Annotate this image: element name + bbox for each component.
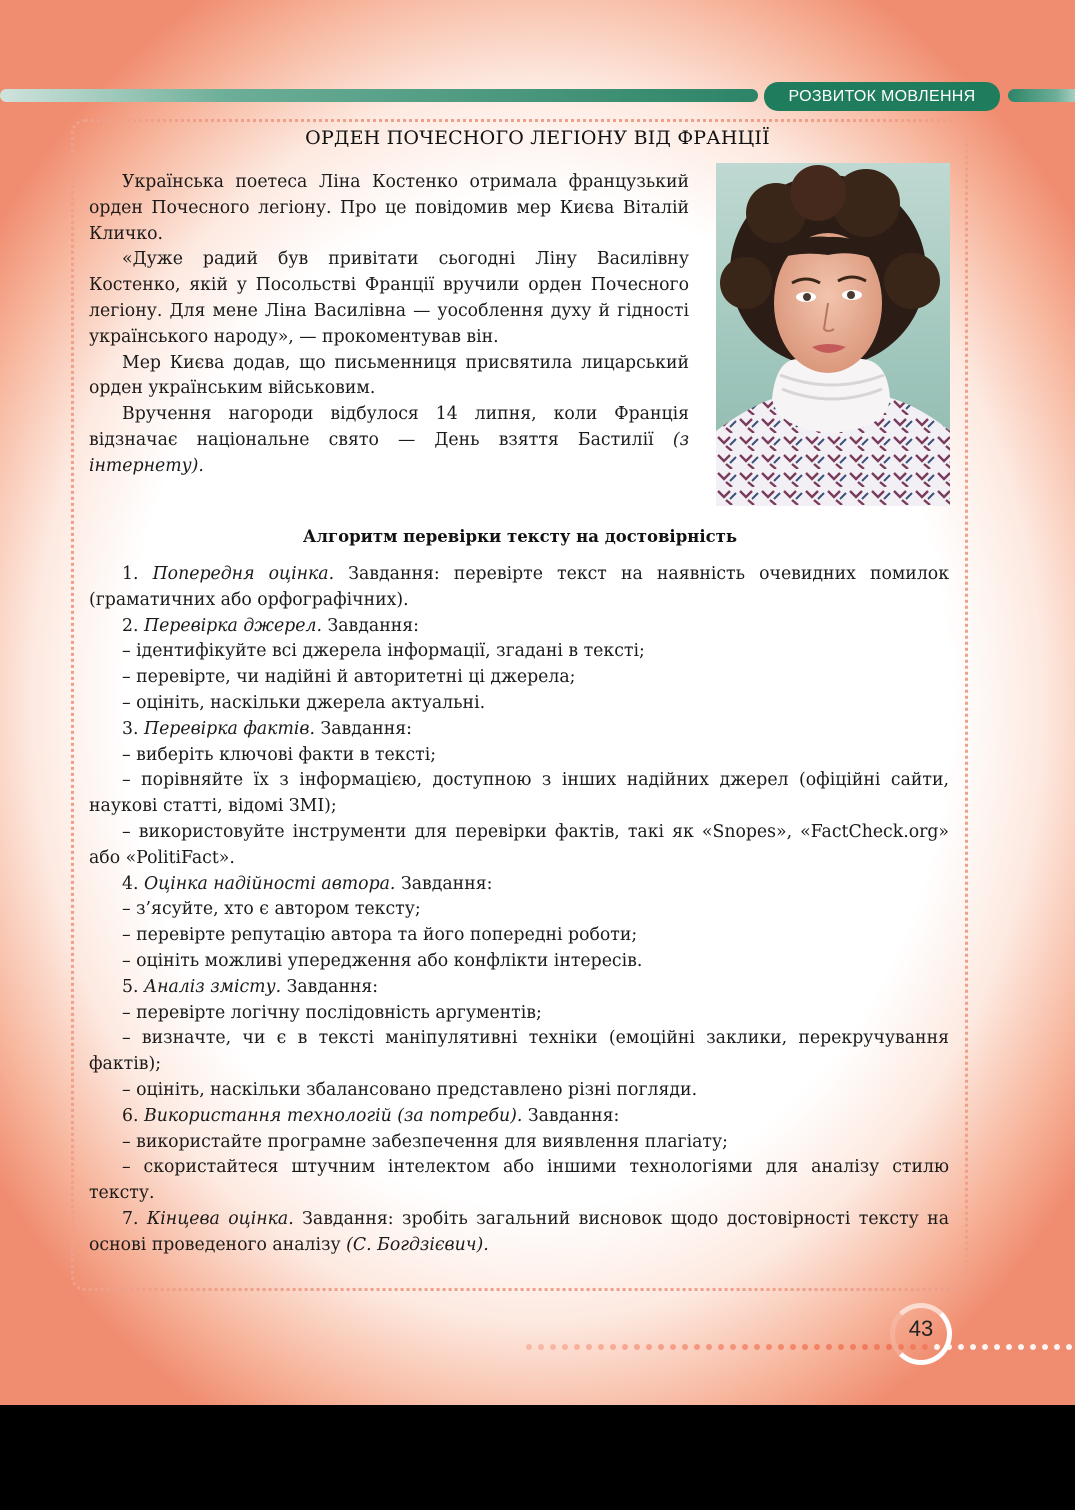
step-name: Аналіз змісту. [144,976,282,997]
footer-dot [526,1344,532,1350]
footer-dot [598,1344,604,1350]
footer-dot [694,1344,700,1350]
step-number: 4. [122,873,139,894]
article-paragraph: «Дуже радий був привітати сьогодні Ліну Василівну Костенко, якій у Посольстві Франції вручили орден Почесного легіону. Для мене Ліна Василівна — уособлення духу й гідності українського народу», — прокоментував він. [89,249,689,347]
step-bullet: – оцініть можливі упередження або конфлікти інтересів. [122,950,643,971]
footer-dot [622,1344,628,1350]
footer-dot [550,1344,556,1350]
footer-dot [850,1344,856,1350]
step-name: Оцінка надійності автора. [144,873,396,894]
footer-dot [982,1344,988,1350]
header-decor-bar [0,89,758,102]
step-bullet: – перевірте, чи надійні й авторитетні ці джерела; [122,667,576,688]
step-number: 5. [122,976,139,997]
footer-dot [1006,1344,1012,1350]
step-task: Завдання: перевірте текст на наявність очевидних помилок (граматичних або орфографічних). [89,564,950,610]
step-number: 2. [122,615,139,636]
page-number: 43 [908,1316,934,1341]
footer-dot [634,1344,640,1350]
step-name: Перевірка джерел. [144,615,322,636]
footer-dot [802,1344,808,1350]
footer-dot [766,1344,772,1350]
algorithm-step [89,1104,949,1130]
step-task: Завдання: зробіть загальний висновок щодо достовірності тексту на основі проведеного аналізу [89,1208,949,1255]
footer-dot [730,1344,736,1350]
step-bullet: – перевірте репутацію автора та його попередні роботи; [122,925,638,946]
article-body [89,170,689,480]
step-name: Попередня оцінка. [152,564,335,584]
footer-dot [658,1344,664,1350]
step-task: Завдання: [527,1105,620,1126]
step-bullet: – використовуйте інструменти для перевірки фактів, такі як «Snopes», «FactCheck.org» або «PolitiFact». [89,821,949,868]
step-bullet: – перевірте логічну послідовність аргументів; [122,1002,542,1023]
footer-dot [706,1344,712,1350]
footer-dot [814,1344,820,1350]
algorithm-list [89,562,949,1259]
step-number: 1. [122,564,139,584]
step-task: Завдання: [400,873,493,894]
portrait-photo [716,163,950,506]
footer-dot [862,1344,868,1350]
algorithm-step [89,975,949,1001]
footer-dot [538,1344,544,1350]
header-decor-bar-right [1008,89,1075,102]
step-name: Використання технологій (за потреби). [144,1105,523,1126]
step-number: 7. [122,1208,139,1229]
step-name: Перевірка фактів. [144,718,315,739]
step-name: Кінцева оцінка. [146,1208,294,1229]
footer-dot [682,1344,688,1350]
step-bullet: – оцініть, наскільки джерела актуальні. [122,692,486,713]
footer-dot [574,1344,580,1350]
footer-dots-decor [526,1344,1074,1352]
step-bullet: – визначте, чи є в тексті маніпулятивні техніки (емоційні заклики, перекручування фактів); [89,1028,949,1075]
article-paragraph [89,402,689,479]
footer-dot [610,1344,616,1350]
step-bullet: – порівняйте їх з інформацією, доступною з інших надійних джерел (офіційні сайти, наукові статті, відомі ЗМІ); [89,770,949,817]
algorithm-author: (С. Богдзієвич). [346,1234,489,1255]
footer-dot [1042,1344,1048,1350]
step-bullet: – виберіть ключові факти в тексті; [122,744,437,765]
article-paragraph: Мер Києва додав, що письменниця присвятила лицарський орден українським військовим. [89,352,689,399]
footer-dot [586,1344,592,1350]
algorithm-step [89,562,949,614]
footer-dot [838,1344,844,1350]
step-task: Завдання: [320,718,412,739]
algorithm-step [89,717,949,743]
article-paragraph: Українська поетеса Ліна Костенко отримала французький орден Почесного легіону. Про це повідомив мер Києва Віталій Кличко. [89,172,689,244]
algorithm-step [89,614,949,640]
step-number: 6. [122,1105,139,1126]
step-task: Завдання: [286,976,379,997]
footer-dot [742,1344,748,1350]
footer-dot [994,1344,1000,1350]
footer-dot [970,1344,976,1350]
footer-dot [1066,1344,1072,1350]
algorithm-title: Алгоритм перевірки тексту на достовірність [302,527,738,546]
footer-dot [646,1344,652,1350]
footer-dot [1054,1344,1060,1350]
step-task: Завдання: [327,615,419,636]
step-bullet: – з’ясуйте, хто є автором тексту; [122,899,421,920]
footer-dot [1018,1344,1024,1350]
article-paragraph-text: Вручення нагороди відбулося 14 липня, коли Франція відзначає національне свято — День взяття Бастилії [89,404,689,450]
algorithm-step [89,1207,949,1259]
footer-dot [754,1344,760,1350]
footer-dot [718,1344,724,1350]
step-bullet: – скористайтеся штучним інтелектом або іншими технологіями для аналізу стилю тексту. [89,1157,949,1204]
step-bullet: – використайте програмне забезпечення для виявлення плагіату; [122,1131,728,1152]
footer-dot [790,1344,796,1350]
step-number: 3. [122,718,139,739]
footer-dot [874,1344,880,1350]
footer-dot [826,1344,832,1350]
article-title: ОРДЕН ПОЧЕСНОГО ЛЕГІОНУ ВІД ФРАНЦІЇ [305,127,770,149]
article-source: (з інтернету). [89,429,689,476]
step-bullet: – оцініть, наскільки збалансовано представлено різні погляди. [122,1079,698,1100]
algorithm-step [89,872,949,898]
footer-dot [562,1344,568,1350]
step-bullet: – ідентифікуйте всі джерела інформації, згадані в тексті; [122,641,645,662]
footer-dot [778,1344,784,1350]
footer-dot [958,1344,964,1350]
footer-dot [670,1344,676,1350]
section-label: РОЗВИТОК МОВЛЕННЯ [764,82,1000,111]
footer-dot [1030,1344,1036,1350]
